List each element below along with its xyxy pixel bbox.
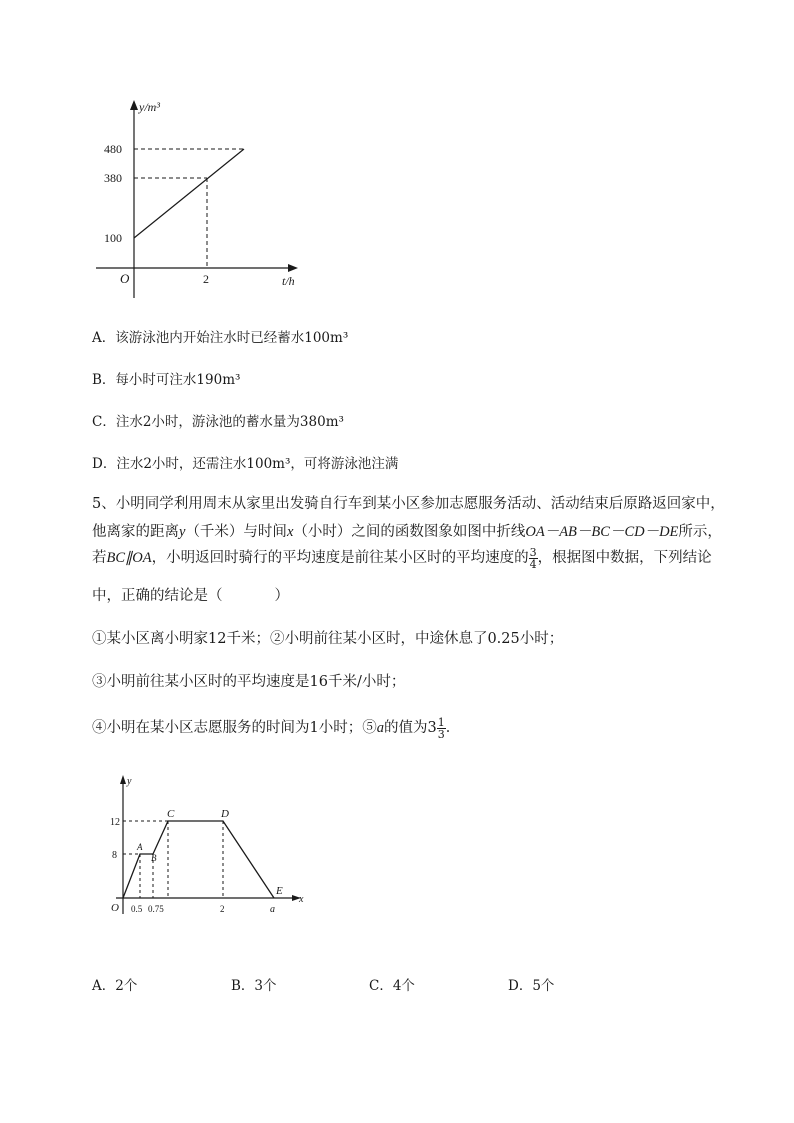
x-axis-label: x [299, 894, 304, 905]
volume-line [134, 149, 244, 238]
q5-statement-3: ③小明前往某小区时的平均速度是16千米/小时； [92, 674, 406, 690]
q5-stem-line4: 中，正确的结论是（ ） [92, 588, 289, 604]
x-axis-label: t/h [282, 274, 295, 288]
point-c-label: C [167, 808, 175, 820]
fraction-three-quarters: $\frac{3}{4}$ [529, 545, 537, 571]
y-tick-100: 100 [104, 231, 122, 245]
distance-time-graph [106, 770, 312, 920]
q4-option-b: B．每小时可注水190m³ [92, 372, 241, 388]
origin-label: O [111, 902, 119, 914]
point-e-label: E [276, 885, 283, 897]
q4-option-d: D．注水2小时，还需注水100m³，可将游泳池注满 [92, 456, 399, 472]
origin-label: O [120, 271, 130, 286]
y-tick-480: 480 [104, 142, 122, 156]
q5-option-d: D．5个 [508, 978, 555, 994]
point-d-label: D [221, 808, 229, 820]
trip-polyline [123, 821, 274, 898]
q4-option-c: C．注水2小时，游泳池的蓄水量为380m³ [92, 414, 344, 430]
point-a-label: A [137, 842, 143, 852]
q5-stem-line2: 他离家的距离y（千米）与时间x（小时）之间的函数图象如图中折线OA－AB－BC－CD－DE所示， [92, 524, 722, 540]
point-b-label: B [151, 853, 157, 863]
volume-time-graph [90, 92, 310, 307]
x-axis-arrow [288, 264, 298, 272]
q5-statement-4-5: ④小明在某小区志愿服务的时间为1小时；⑤a的值为3 $\frac{1}{3}$ ． [92, 715, 461, 741]
x-tick-a: a [270, 904, 275, 915]
x-tick-2: 2 [220, 904, 225, 914]
y-tick-12: 12 [110, 817, 120, 828]
x-tick-2: 2 [203, 272, 209, 286]
y-tick-380: 380 [104, 171, 122, 185]
fraction-one-third: $\frac{1}{3}$ [437, 715, 445, 741]
q5-option-b: B．3个 [231, 978, 277, 994]
y-axis-arrow [130, 100, 138, 110]
y-axis-label: y/m³ [139, 100, 160, 114]
x-tick-0-75: 0.75 [148, 904, 164, 914]
y-axis-label: y [127, 776, 132, 787]
q5-statement-1-2: ①某小区离小明家12千米；②小明前往某小区时，中途休息了0.25小时； [92, 631, 564, 647]
q5-stem-line1: 5、小明同学利用周末从家里出发骑自行车到某小区参加志愿服务活动、活动结束后原路返回家中， [92, 496, 725, 512]
q5-option-a: A．2个 [92, 978, 138, 994]
y-tick-8: 8 [112, 850, 117, 861]
q4-option-a: A．该游泳池内开始注水时已经蓄水100m³ [92, 330, 349, 346]
y-axis-arrow [120, 775, 126, 784]
q5-option-c: C．4个 [369, 978, 415, 994]
x-tick-0-5: 0.5 [131, 904, 143, 914]
q5-stem-line3: 若BC∥OA，小明返回时骑行的平均速度是前往某小区时的平均速度的 $\frac{3}{4}$ ，根据图中数据，下列结论 [92, 545, 712, 571]
